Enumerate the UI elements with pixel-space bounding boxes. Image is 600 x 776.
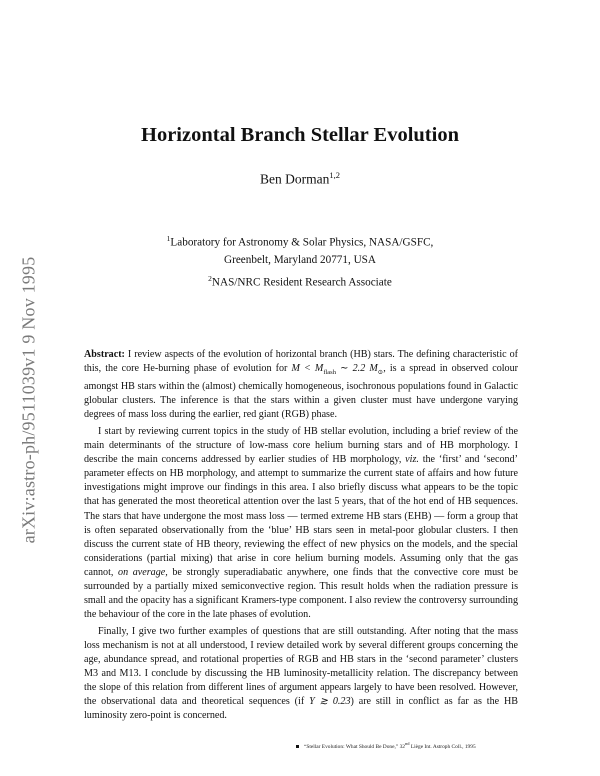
affiliation-line xyxy=(0,270,600,292)
paper-title: Horizontal Branch Stellar Evolution xyxy=(141,124,459,146)
body-text: the ‘first’ and ‘second’ parameter effects on HB morphology, and attempt to summarize the current state of affairs and how future investigations might improve our findings in this area. I also briefly discuss what appears to be the topic that has generated the most theoretical attention over the last 5 years, that of the hot end of HB sequences. The stars that have undergone the most mass loss — termed extreme HB stars (EHB) — form a group that is often separated observationally from the ‘blue’ HB stars seen in metal-poor globular clusters. I then discuss the current state of HB theory, reviewing the effect of new physics on the models, and the special considerations (partial mixing) that arise in core helium burning models. Assuming only that the gas cannot, xyxy=(84,454,518,578)
body-paragraph xyxy=(84,425,518,622)
abstract-label: Abstract: xyxy=(84,349,125,360)
body-text: ) are still in conflict as far as the HB luminosity zero-point is concerned. xyxy=(84,696,518,722)
math-inline: M < M xyxy=(291,363,324,375)
math-inline: Y ≳ 0.23 xyxy=(309,696,351,708)
affiliation-line xyxy=(0,252,600,270)
abstract-paragraph xyxy=(84,348,518,422)
footer-text: Liège Int. Astroph Coll., 1995 xyxy=(409,743,476,750)
math-subscript: ⊙ xyxy=(377,369,384,377)
affiliation-line xyxy=(0,230,600,252)
body-text: I start by reviewing current topics in the study of HB stellar evolution, including a brief review of the main determinants of the structure of low-mass core helium burning stars and of HB morphology. I describe the main concerns addressed by earlier studies of HB morphology, xyxy=(84,426,518,466)
body-emphasis: viz. xyxy=(405,454,419,466)
abstract-text: , is a spread in observed colour amongst HB stars within the (almost) chemically homogeneous, isochronous populations found in Galactic globular clusters. The inference is that the stars within a given cluster must have undergone varying degrees of mass loss during the earlier, red giant (RGB) phase. xyxy=(84,363,519,421)
footer-text: “Stellar Evolution: What Should Be Done,” 32 xyxy=(304,743,405,750)
affiliations xyxy=(0,230,600,292)
body-emphasis: on average, xyxy=(118,566,168,578)
footer-bullet-icon xyxy=(296,745,299,748)
body-paragraph xyxy=(84,625,518,723)
body-text: be strongly superadiabatic anywhere, one finds that the convective core must be surrounded by a partially mixed semiconvective region. This result holds when the radiation pressure is small and the opacity has a significant Kramers-type component. I also review the controversy surrounding the behaviour of the core in the late phases of evolution. xyxy=(84,566,519,620)
author-name: Ben Dorman xyxy=(260,171,330,187)
abstract-body xyxy=(84,348,518,726)
abstract-text: I review aspects of the evolution of horizontal branch (HB) stars. The defining characteristic of this, the core He-burning phase of evolution for xyxy=(84,349,518,375)
author-line xyxy=(0,170,600,188)
arxiv-identifier: arXiv:astro-ph/9511039v1 9 Nov 1995 xyxy=(18,256,39,544)
affiliation-text: Laboratory for Astronomy & Solar Physics, NASA/GSFC, xyxy=(170,236,434,249)
footer-note xyxy=(296,741,596,750)
math-subscript: flash xyxy=(323,369,336,377)
footer-superscript: nd xyxy=(404,741,410,746)
affiliation-text: NAS/NRC Resident Research Associate xyxy=(211,276,392,289)
body-text: Finally, I give two further examples of questions that are still outstanding. After noting that the mass loss mechanism is not at all understood, I review detailed work by several different groups concerning the age, abundance spread, and rotational properties of RGB and HB stars in the ‘second parameter’ clusters M3 and M13. I conclude by discussing the HB luminosity-metallicity relation. The discrepancy between the slope of this relation from different lines of argument appears largely to have been resolved. However, the observational data and theoretical sequences (if xyxy=(84,625,518,708)
affiliation-mark: 2 xyxy=(208,273,212,283)
author-affiliation-marks: 1,2 xyxy=(329,170,340,180)
math-inline: ∼ 2.2 M xyxy=(335,363,378,375)
affiliation-mark: 1 xyxy=(166,234,171,243)
affiliation-text: Greenbelt, Maryland 20771, USA xyxy=(224,254,376,267)
